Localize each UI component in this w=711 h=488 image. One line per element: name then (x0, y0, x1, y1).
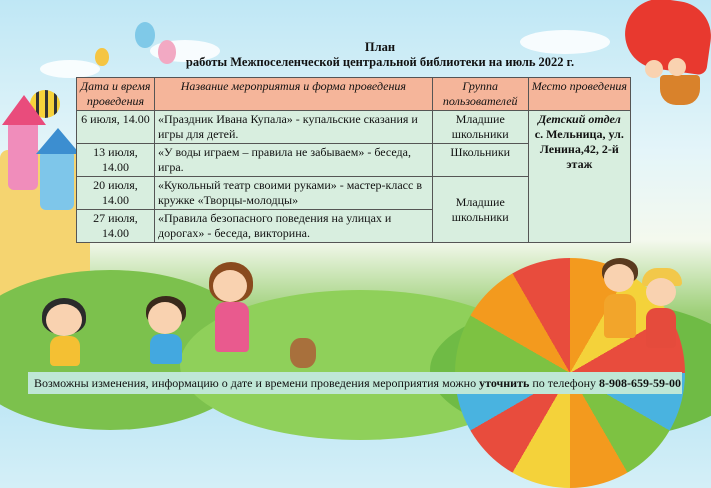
table-row (77, 111, 631, 144)
balloon-basket (660, 75, 700, 105)
kid-illustration (38, 298, 98, 368)
events-table (76, 77, 631, 243)
heart-balloon-icon (621, 0, 711, 76)
row-date: 27 июля, 14.00 (77, 210, 155, 243)
place-line-2: с. Мельница, ул. Ленина,42, 2-й этаж (534, 127, 624, 171)
header-name: Название мероприятия и форма проведения (154, 78, 432, 111)
place-line-1: Детский отдел (537, 112, 621, 126)
row-name: «Праздник Ивана Купала» - купальские сказания и игры для детей. (154, 111, 432, 144)
header-date: Дата и время проведения (77, 78, 155, 111)
balloon-icon (95, 48, 109, 66)
footer-text: Возможны изменения, информацию о дате и времени проведения мероприятия можно (34, 376, 477, 390)
table-header-row (77, 78, 631, 111)
row-date: 6 июля, 14.00 (77, 111, 155, 144)
kid-illustration (205, 262, 265, 372)
balloon-icon (135, 22, 155, 48)
header-group: Группа пользователей (432, 78, 528, 111)
kid-illustration (640, 268, 690, 368)
place-cell (528, 111, 630, 243)
title-line-2: работы Межпоселенческой центральной библиотеки на июль 2022 г. (185, 55, 575, 69)
row-name: «У воды играем – правила не забываем» - беседа, игра. (154, 144, 432, 177)
footer-note (28, 372, 682, 394)
kid-illustration (140, 296, 200, 366)
row-name: «Правила безопасного поведения на улицах и дорогах» - беседа, викторина. (154, 210, 432, 243)
row-group: Младшие школьники (432, 177, 528, 243)
header-place: Место проведения (528, 78, 630, 111)
footer-bold-word: уточнить (479, 376, 530, 390)
footer-phone: 8-908-659-59-00 (599, 376, 681, 390)
row-group: Младшие школьники (432, 111, 528, 144)
teddy-bear-icon (290, 338, 316, 368)
row-date: 13 июля, 14.00 (77, 144, 155, 177)
footer-phone-label: по телефону (532, 376, 596, 390)
row-name: «Кукольный театр своими руками» - мастер-класс в кружке «Творцы-молодцы» (154, 177, 432, 210)
title-line-1: План (364, 40, 396, 54)
row-date: 20 июля, 14.00 (77, 177, 155, 210)
page-title (170, 40, 590, 70)
row-group: Школьники (432, 144, 528, 177)
